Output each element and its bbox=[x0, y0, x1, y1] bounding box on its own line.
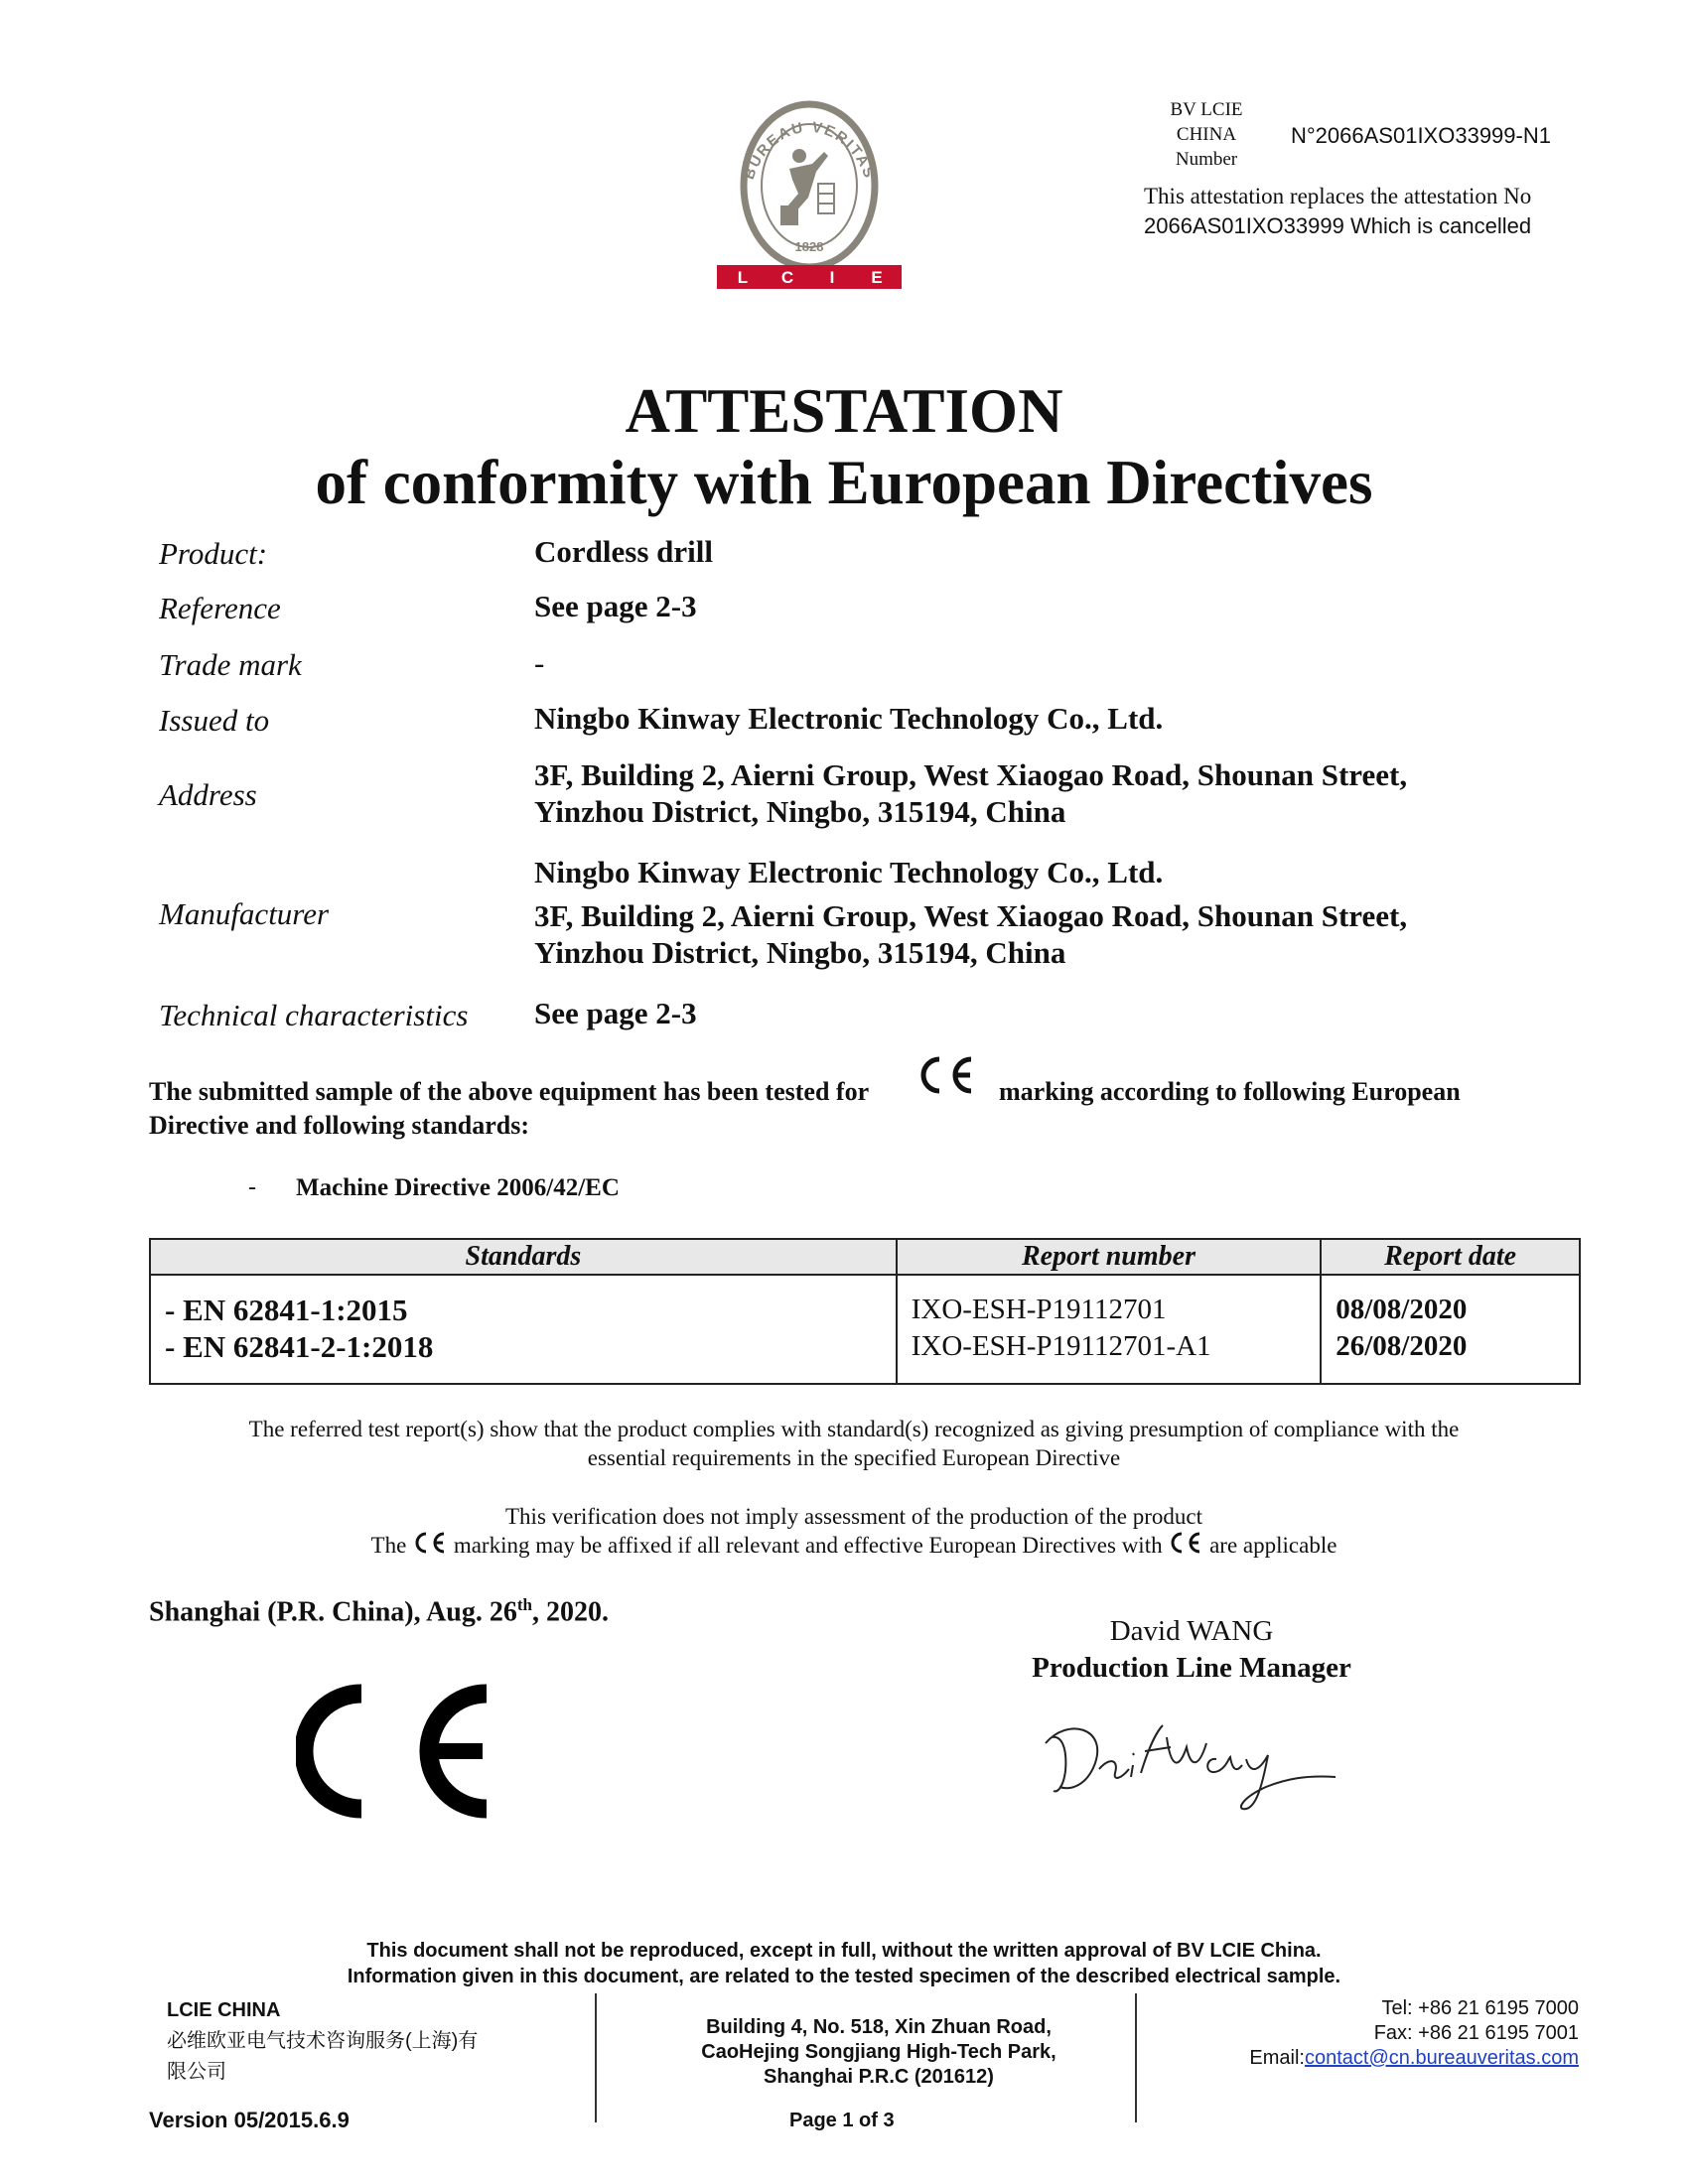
trademark-label: Trade mark bbox=[159, 647, 302, 682]
ce-mark-icon bbox=[915, 1053, 977, 1097]
email-link[interactable]: contact@cn.bureauveritas.com bbox=[1305, 2047, 1579, 2069]
compliance-statement: The referred test report(s) show that the product complies with standard(s) recognized as giving presumption of compliance with the essential requirements in the specified European Directive bbox=[248, 1417, 1460, 1470]
manufacturer-label: Manufacturer bbox=[159, 896, 330, 931]
tested-statement: The submitted sample of the above equipment has been tested for marking according to following European Directive and following standards: bbox=[149, 1075, 1559, 1142]
footer-notice: This document shall not be reproduced, except in full, without the written approval of BV LCIE China. Information given in this document, are related to the tested specimen of the described electrical sample. bbox=[347, 1940, 1341, 1987]
trademark-value: - bbox=[534, 645, 545, 680]
signer-name: David WANG bbox=[1109, 1615, 1274, 1647]
logo-band-letter: C bbox=[780, 268, 794, 287]
product-value: Cordless drill bbox=[534, 534, 713, 569]
signer-block bbox=[983, 1613, 1400, 1687]
issued-to-label: Issued to bbox=[159, 703, 270, 738]
manufacturer-address: 3F, Building 2, Aierni Group, West Xiaogao Road, Shounan Street, Yinzhou District, Ningbo, 315194, China bbox=[534, 898, 1408, 970]
issued-to-value: Ningbo Kinway Electronic Technology Co., Ltd. bbox=[534, 701, 1164, 736]
footer-contact bbox=[1152, 1996, 1579, 2071]
directive-bullet: - bbox=[248, 1174, 256, 1200]
address-value: 3F, Building 2, Aierni Group, West Xiaogao Road, Shounan Street, Yinzhou District, Ningbo, 315194, China bbox=[534, 757, 1408, 829]
title-line-2: of conformity with European Directives bbox=[315, 448, 1373, 517]
logo-band-letter: I bbox=[829, 268, 835, 287]
title-line-1: ATTESTATION bbox=[625, 376, 1063, 446]
footer-divider bbox=[595, 1993, 597, 2122]
standards-table bbox=[149, 1238, 1581, 1385]
report-date-header: Report date bbox=[1321, 1239, 1580, 1275]
footer-fax: Fax: +86 21 6195 7001 bbox=[1373, 2022, 1579, 2044]
handwritten-signature bbox=[1038, 1707, 1375, 1817]
table-row bbox=[150, 1275, 1580, 1384]
ce-mark-large-icon bbox=[296, 1678, 510, 1825]
report-date-cell: 08/08/2020 26/08/2020 bbox=[1336, 1294, 1468, 1362]
logo-year: 1828 bbox=[794, 239, 824, 254]
footer-divider bbox=[1135, 1993, 1137, 2122]
place-and-date: Shanghai (P.R. China), Aug. 26th, 2020. bbox=[149, 1595, 609, 1628]
logo-band-letter: E bbox=[871, 268, 883, 287]
directive-name: Machine Directive 2006/42/EC bbox=[296, 1174, 620, 1201]
report-number-header: Report number bbox=[897, 1239, 1321, 1275]
signer-title: Production Line Manager bbox=[1032, 1652, 1351, 1684]
bureau-veritas-lcie-logo bbox=[695, 94, 923, 293]
logo-ring-text: BUREAU VERITAS bbox=[740, 118, 879, 183]
footer-tel: Tel: +86 21 6195 7000 bbox=[1381, 1997, 1579, 2019]
document-version: Version 05/2015.6.9 bbox=[149, 2108, 350, 2132]
technical-characteristics-label: Technical characteristics bbox=[159, 998, 469, 1032]
verification-statement: This verification does not imply assessment of the production of the product The marking may be affixed if all relevant and effective European Directives with are applicable bbox=[370, 1504, 1337, 1558]
bv-lcie-china-number-label: BV LCIE CHINA Number bbox=[1170, 99, 1243, 170]
replacement-note: This attestation replaces the attestation No 2066AS01IXO33999 Which is cancelled bbox=[1144, 184, 1532, 238]
page-number: Page 1 of 3 bbox=[789, 2110, 895, 2131]
footer-company: LCIE CHINA 必维欧亚电气技术咨询服务(上海)有 限公司 bbox=[167, 1999, 479, 2083]
ce-mark-icon bbox=[412, 1531, 448, 1555]
technical-characteristics-value: See page 2-3 bbox=[534, 996, 697, 1030]
reference-label: Reference bbox=[159, 591, 281, 625]
footer-email: Email:contact@cn.bureauveritas.com bbox=[1249, 2047, 1579, 2069]
address-label: Address bbox=[159, 777, 257, 812]
document-title bbox=[0, 375, 1688, 518]
manufacturer-value: Ningbo Kinway Electronic Technology Co., Ltd. bbox=[534, 855, 1164, 889]
standards-cell: - EN 62841-1:2015 - EN 62841-2-1:2018 bbox=[150, 1275, 897, 1384]
product-label: Product: bbox=[159, 536, 268, 571]
reference-value: See page 2-3 bbox=[534, 589, 697, 623]
footer-address: Building 4, No. 518, Xin Zhuan Road, CaoHejing Songjiang High-Tech Park, Shanghai P.R.C (201612) bbox=[701, 2016, 1056, 2088]
logo-band-letter: L bbox=[737, 268, 749, 287]
table-header-row bbox=[150, 1239, 1580, 1275]
report-number-cell: IXO-ESH-P19112701 IXO-ESH-P19112701-A1 bbox=[897, 1275, 1321, 1384]
ce-mark-icon bbox=[1168, 1531, 1203, 1555]
attestation-number: N°2066AS01IXO33999-N1 bbox=[1291, 123, 1551, 148]
standards-header: Standards bbox=[150, 1239, 897, 1275]
